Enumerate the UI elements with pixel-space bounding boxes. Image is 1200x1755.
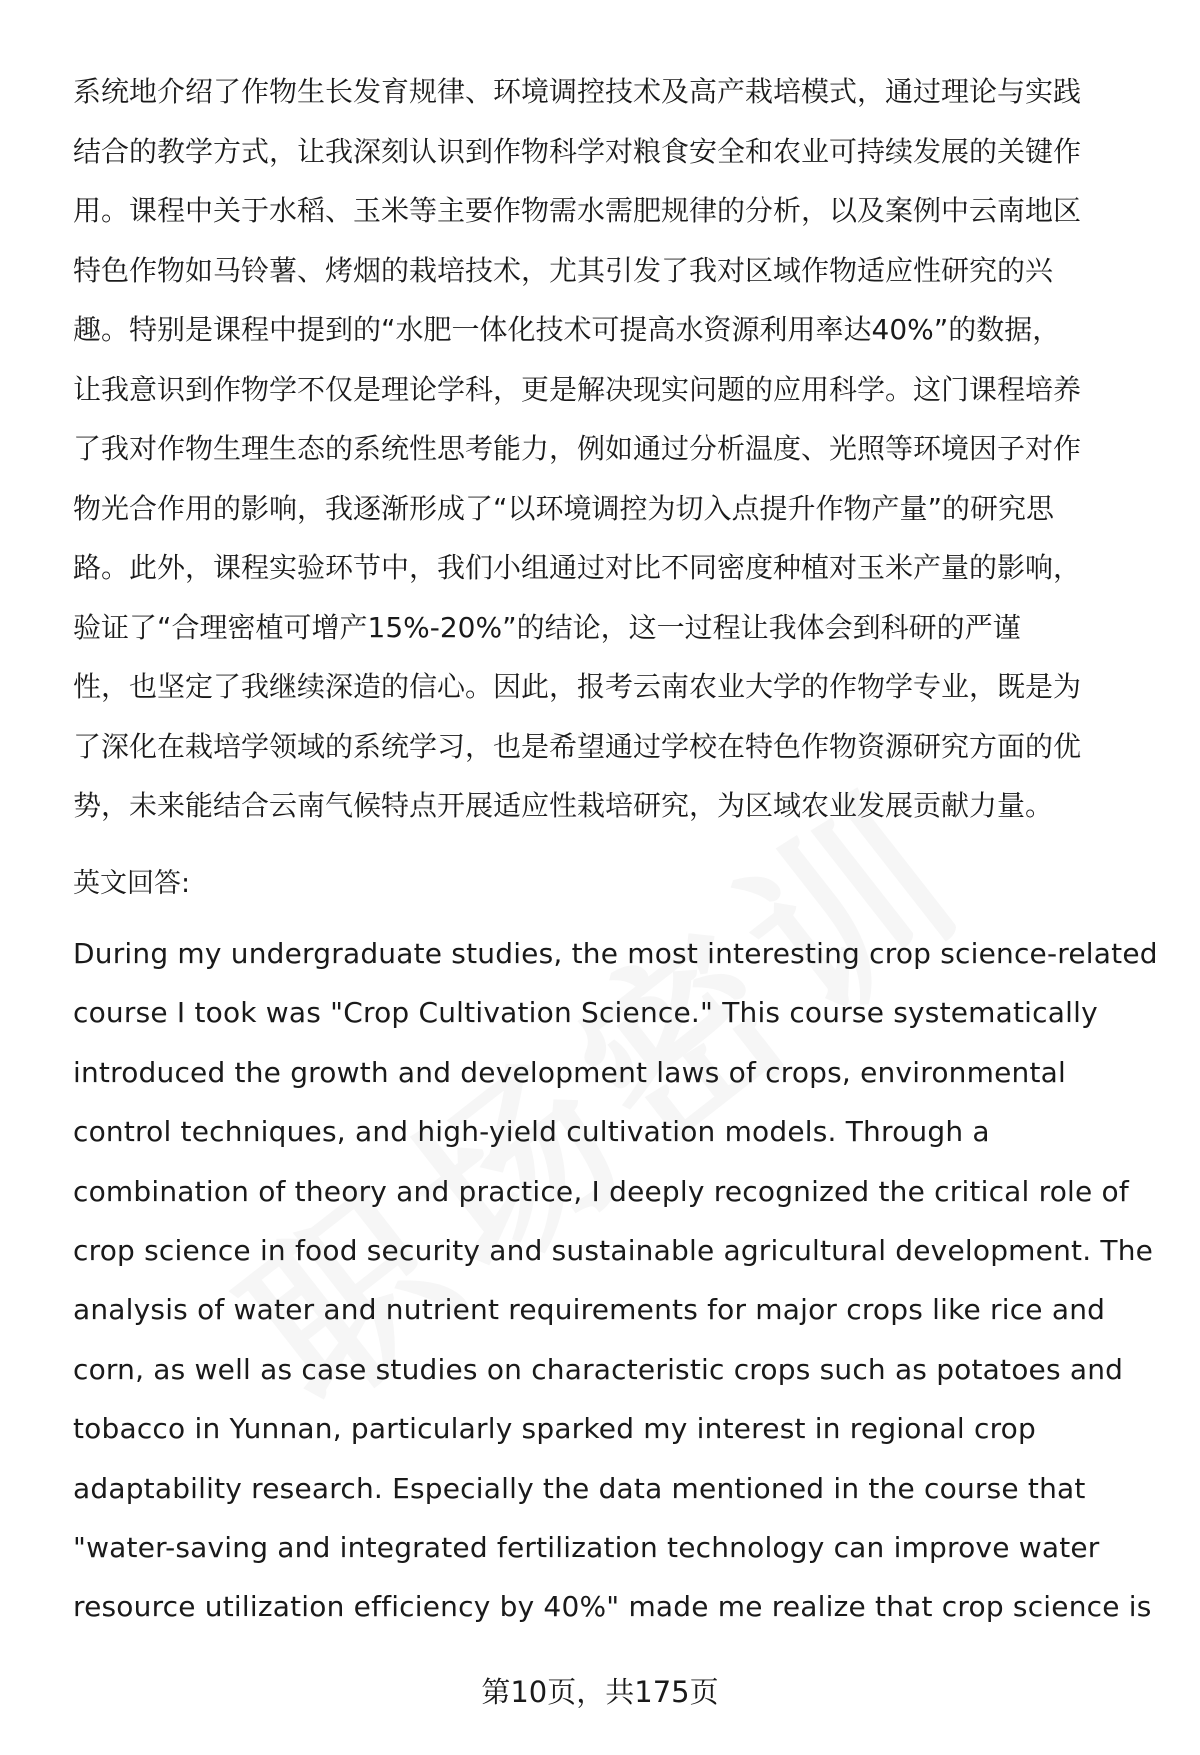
text-line: 了深化在栽培学领域的系统学习，也是希望通过学校在特色作物资源研究方面的优 — [73, 729, 1082, 763]
english-answer-heading: 英文回答: — [73, 868, 191, 899]
english-answer-paragraph — [73, 924, 1163, 1637]
text-line: 特色作物如马铃薯、烤烟的栽培技术，尤其引发了我对区域作物适应性研究的兴 — [73, 253, 1054, 287]
text-line: 系统地介绍了作物生长发育规律、环境调控技术及高产栽培模式，通过理论与实践 — [73, 75, 1082, 108]
text-line: 性，也坚定了我继续深造的信心。因此，报考云南农业大学的作物学专业，既是为 — [73, 670, 1082, 703]
text-line: 让我意识到作物学不仅是理论学科，更是解决现实问题的应用科学。这门课程培养 — [73, 372, 1082, 406]
text-line: 势，未来能结合云南气候特点开展适应性栽培研究，为区域农业发展贡献力量。 — [73, 789, 1054, 822]
text-line: During my undergraduate studies, the most interesting crop science-related — [73, 937, 1158, 970]
text-line: adaptability research. Especially the data mentioned in the course that — [73, 1471, 1086, 1505]
text-line: 用。课程中关于水稻、玉米等主要作物需水需肥规律的分析，以及案例中云南地区 — [73, 194, 1082, 227]
text-line: "water-saving and integrated fertilization technology can improve water — [73, 1531, 1100, 1565]
text-line: control techniques, and high-yield cultivation models. Through a — [73, 1115, 990, 1149]
chinese-answer-paragraph — [73, 62, 1143, 836]
text-line: 了我对作物生理生态的系统性思考能力，例如通过分析温度、光照等环境因子对作 — [73, 432, 1082, 465]
text-line: 趣。特别是课程中提到的“水肥一体化技术可提高水资源利用率达40%”的数据， — [73, 313, 1061, 346]
text-line: introduced the growth and development laws of crops, environmental — [73, 1055, 1066, 1089]
text-line: 路。此外，课程实验环节中，我们小组通过对比不同密度种植对玉米产量的影响， — [73, 551, 1082, 584]
text-line: 物光合作用的影响，我逐渐形成了“以环境调控为切入点提升作物产量”的研究思 — [73, 491, 1055, 525]
text-line: course I took was "Crop Cultivation Science." This course systematically — [73, 996, 1098, 1030]
text-line: resource utilization efficiency by 40%" made me realize that crop science is — [73, 1590, 1152, 1624]
page-number-footer: 第10页，共175页 — [481, 1675, 719, 1709]
text-line: crop science in food security and sustainable agricultural development. The — [73, 1234, 1154, 1268]
text-line: tobacco in Yunnan, particularly sparked my interest in regional crop — [73, 1412, 1036, 1446]
text-line: corn, as well as case studies on characteristic crops such as potatoes and — [73, 1352, 1124, 1386]
text-line: analysis of water and nutrient requirements for major crops like rice and — [73, 1293, 1106, 1327]
text-line: 结合的教学方式，让我深刻认识到作物科学对粮食安全和农业可持续发展的关键作 — [73, 134, 1082, 168]
text-line: combination of theory and practice, I deeply recognized the critical role of — [73, 1174, 1129, 1208]
text-line: 验证了“合理密植可增产15%-20%”的结论，这一过程让我体会到科研的严谨 — [73, 610, 1021, 644]
